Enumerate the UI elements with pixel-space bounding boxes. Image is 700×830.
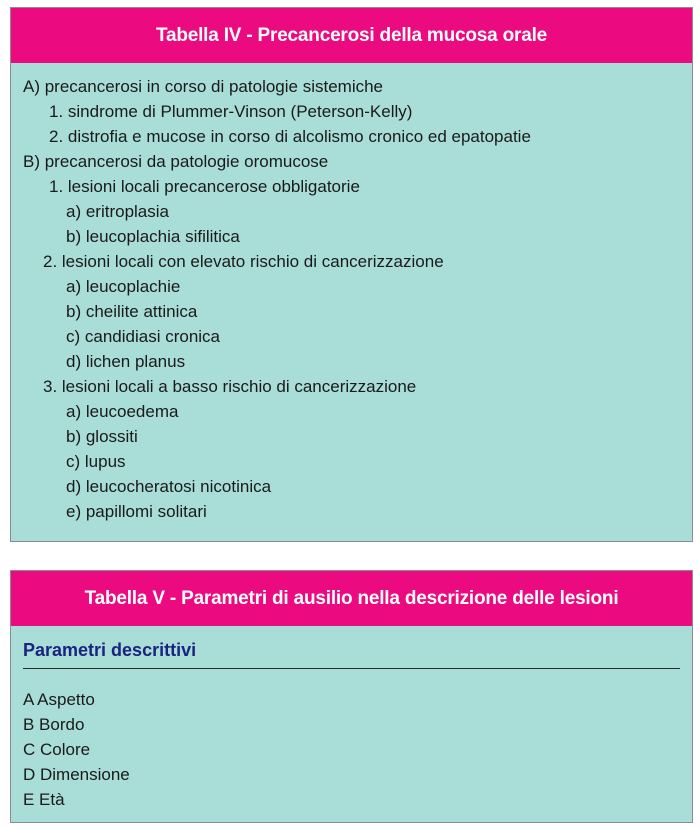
list-item: E Età	[23, 790, 65, 809]
table-v-title: Tabella V - Parametri di ausilio nella descrizione delle lesioni	[11, 571, 692, 626]
table-iv-list	[11, 63, 692, 524]
list-item: e) papillomi solitari	[66, 502, 207, 521]
list-item: b) glossiti	[66, 427, 138, 446]
list-item: c) candidiasi cronica	[66, 327, 221, 346]
table-v-list	[11, 669, 692, 812]
list-item: a) eritroplasia	[66, 202, 169, 221]
list-item: 1. lesioni locali precancerose obbligatorie	[49, 177, 360, 196]
list-item: d) lichen planus	[66, 352, 186, 371]
list-item: 2. lesioni locali con elevato rischio di cancerizzazione	[43, 252, 444, 271]
table-v	[10, 570, 693, 823]
table-v-subheader: Parametri descrittivi	[23, 639, 680, 669]
list-item: 2. distrofia e mucose in corso di alcolismo cronico ed epatopatie	[49, 127, 531, 146]
list-item: a) leucoedema	[66, 402, 179, 421]
list-item: 3. lesioni locali a basso rischio di cancerizzazione	[43, 377, 417, 396]
table-iv	[10, 7, 693, 542]
list-item: 1. sindrome di Plummer-Vinson (Peterson-Kelly)	[49, 102, 413, 121]
list-item: D Dimensione	[23, 765, 130, 784]
list-item: b) cheilite attinica	[66, 302, 198, 321]
list-item: b) leucoplachia sifilitica	[66, 227, 240, 246]
list-item: B Bordo	[23, 715, 85, 734]
list-item: d) leucocheratosi nicotinica	[66, 477, 272, 496]
list-item: a) leucoplachie	[66, 277, 181, 296]
list-item: c) lupus	[66, 452, 126, 471]
list-item: A) precancerosi in corso di patologie sistemiche	[23, 77, 384, 96]
table-iv-title: Tabella IV - Precancerosi della mucosa orale	[11, 8, 692, 63]
list-item: B) precancerosi da patologie oromucose	[23, 152, 329, 171]
list-item: A Aspetto	[23, 690, 95, 709]
list-item: C Colore	[23, 740, 91, 759]
